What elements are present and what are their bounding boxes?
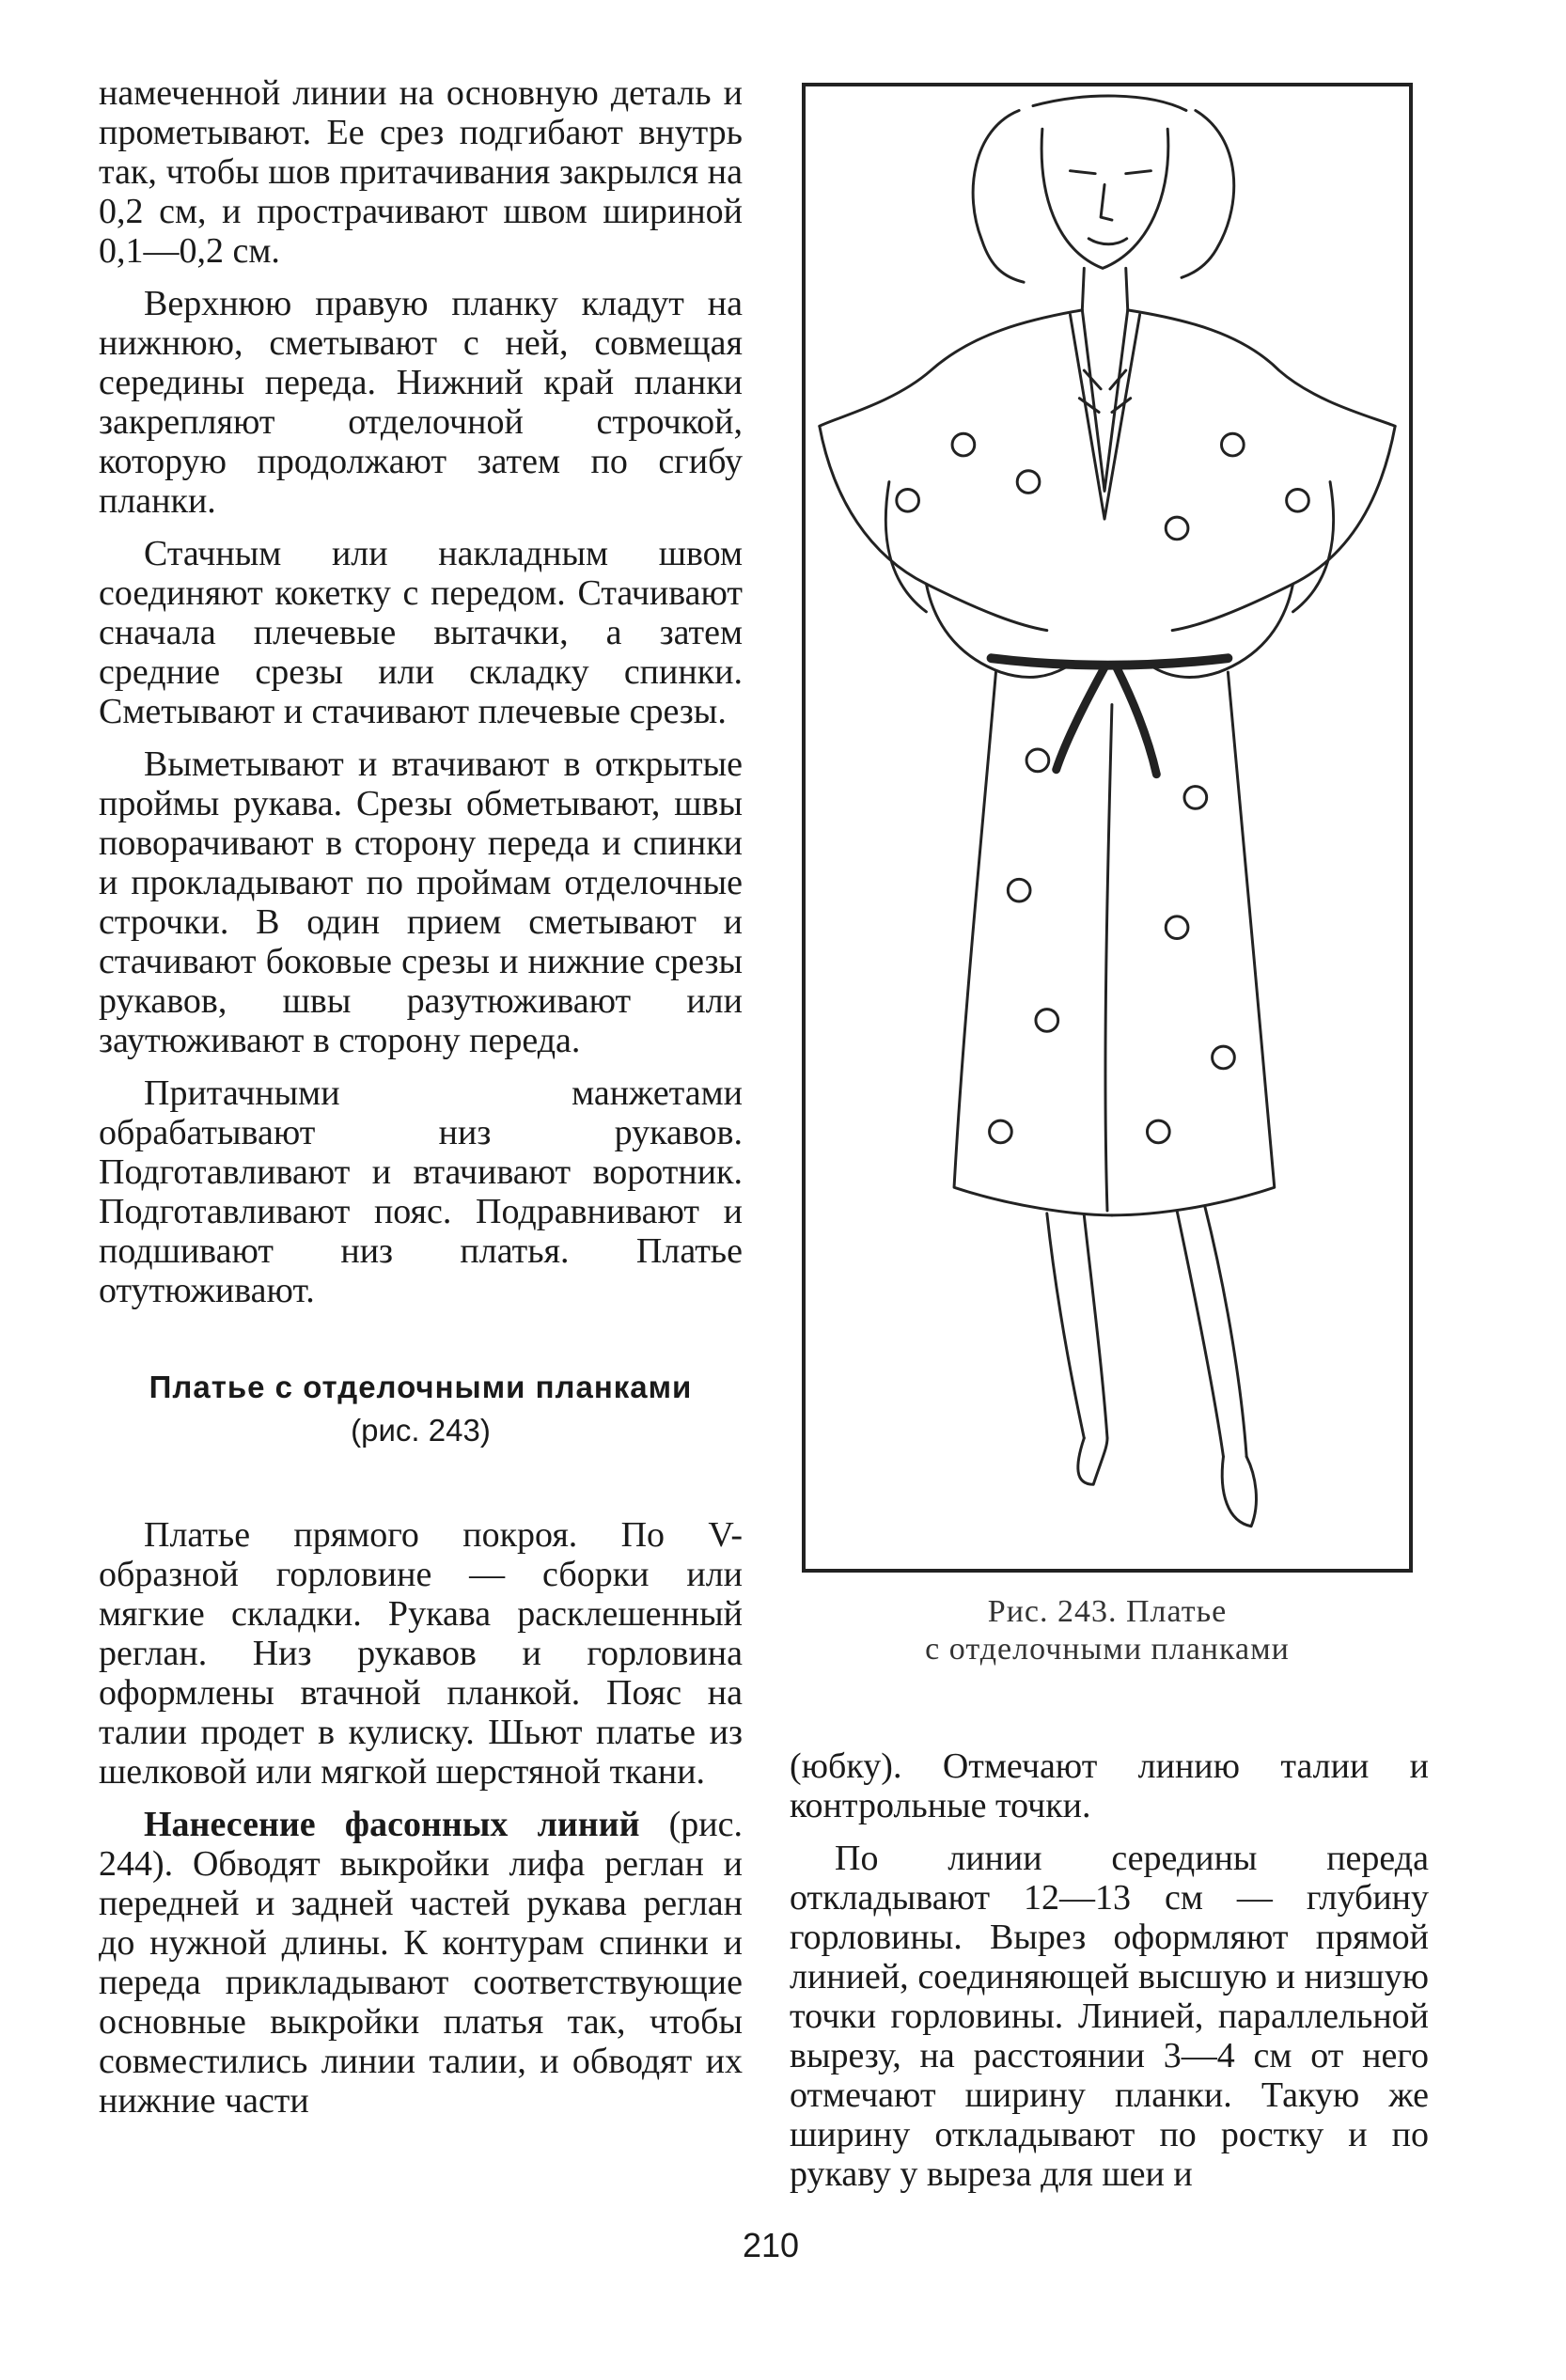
figure-dress-illustration: [802, 83, 1413, 1573]
figure-caption-line: с отделочными планками: [925, 1632, 1290, 1667]
runin-text: (рис. 244). Обводят выкройки лифа реглан и передней и задней частей рукава реглан до нужной длины. К контурам спинки и переда прикладывают соответствующие основные выкройки платья так, чтобы совместились линии талии, и обводят их нижние части: [99, 1805, 744, 2121]
paragraph: Платье прямого покроя. По V-образной горловине — сборки или мягкие складки. Рукава расклешенный реглан. Низ рукавов и горловина оформлены втачной планкой. Пояс на талии продет в кулиску. Шьют платье из шелковой или мягкой шерстяной ткани.: [99, 1515, 743, 1792]
section-heading: Платье с отделочными планками: [149, 1370, 693, 1404]
right-text-column: [790, 1746, 1429, 2207]
paragraph: Верхнюю правую планку кладут на нижнюю, сметывают с ней, совмещая середины переда. Нижний край планки закрепляют отделочной строчкой, которую продолжают затем по сгибу планки.: [99, 284, 743, 521]
page-number: 210: [742, 2226, 800, 2264]
paragraph: (юбку). Отмечают линию талии и контрольные точки.: [790, 1746, 1429, 1825]
paragraph: Выметывают и втачивают в открытые проймы рукава. Срезы обметывают, швы поворачивают в сторону переда и спинки и прокладывают по проймам отделочные строчки. В один прием сметывают и стачивают боковые срезы и нижние срезы рукавов, швы разутюживают или заутюживают в сторону переда.: [99, 744, 743, 1060]
dress-sketch: [806, 86, 1409, 1569]
runin-paragraph: [99, 1805, 743, 2121]
paragraph: намеченной линии на основную деталь и прометывают. Ее срез подгибают внутрь так, чтобы шов притачивания закрылся на 0,2 см, и прострачивают швом шириной 0,1—0,2 см.: [99, 73, 743, 271]
paragraph: Стачным или накладным швом соединяют кокетку с передом. Стачивают сначала плечевые вытачки, а затем средние срезы или складку спинки. Сметывают и стачивают плечевые срезы.: [99, 534, 743, 731]
figure-caption: [802, 1593, 1413, 1668]
figure-caption-line: Рис. 243. Платье: [987, 1594, 1228, 1629]
paragraph: По линии середины переда откладывают 12—13 см — глубину горловины. Вырез оформляют прямой линией, соединяющей высшую и низшую точки горловины. Линией, параллельной вырезу, на расстоянии 3—4 см от него отмечают ширину планки. Такую же ширину откладывают по ростку и по рукаву у выреза для шеи и: [790, 1839, 1429, 2194]
paragraph: Притачными манжетами обрабатывают низ рукавов. Подготавливают и втачивают воротник. Подготавливают пояс. Подравнивают и подшивают низ платья. Платье отутюживают.: [99, 1073, 743, 1310]
section-heading-figure-ref: (рис. 243): [351, 1413, 491, 1448]
runin-heading: Нанесение фасонных линий: [144, 1805, 640, 1844]
left-text-column: [99, 73, 743, 2134]
